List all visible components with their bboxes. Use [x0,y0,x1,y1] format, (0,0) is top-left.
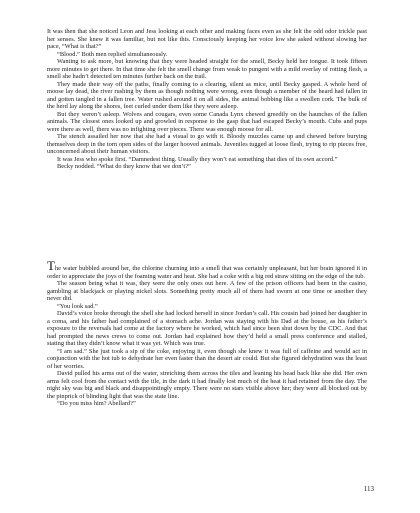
paragraph: The stench assailed her now that she had a visual to go with it. Bloody muzzles came up and chewed before burying themselves deep in the torn open sides of the larger hooved animals. Juveniles tugged at loose flesh, trying to rip pieces free, unconcerned about their human visitors. [47,133,367,155]
paragraph: “You look sad.” [57,302,98,310]
paragraph: Becky nodded. “What do they know that we don’t?” [57,163,191,170]
paragraph: They made their way off the paths, finally coming to a clearing, silent as mice, until Becky gasped. A whole herd of moose lay dead, the river rushing by them as though nothing were wrong, even though a member of the heard had fallen in and gotten tangled in a fallen tree. Water rushed around it on all sides, the animal bobbing like a swollen cork. The bulk of the herd lay along the shores, feet curled under them like they were asleep. [47,80,367,110]
drop-cap: T [47,258,55,273]
paragraph: “Do you miss him? Abellard?” [57,400,136,407]
opening-paragraph-text: he water bubbled around her, the chlorine churning into a smell that was certainly unpleasant, but her brain ignored it in order to appreciate the joys of the foaming water and heat. She had a coke with a big red straw sitting on the edge of the tub. [47,265,367,280]
paragraph: But they weren’t asleep. Wolves and cougars, even some Canada Lynx chewed greedily on the haunches of the fallen animals. The closest ones looked up and growled in response to the gasp that had escaped Becky’s mouth. Cubs and pups were there as well, there was no infighting over pieces. There was enough moose for all. [47,110,367,133]
paragraph: Wanting to ask more, but knowing that they were headed straight for the smell, Becky held her tongue. It took fifteen more minutes to get there. In that time she felt the smell change from weak to pungent with a mild overlay of rotting flesh, a smell she hadn’t detected ten minutes further back on the trail. [47,58,367,80]
paragraph: David’s voice broke through the shell she had locked herself in since Jordan’s call. His cousin had joined her daughter in a coma, and his father had complained of a stomach ache. Jordan was staying with his Dad at the house, as his father’s exposure to the reversals had come at the factory where he worked, which had since been shut down by the CDC. And that had prompted the news crews to come out. Jordan had explained how they’d held a small press conference and stalled, stating that they didn’t know what it was yet. Which was true. [47,310,367,347]
paragraph: David pulled his arms out of the water, stretching them across the tiles and leaning his head back like she did. Her own arms felt cool from the contact with the tile, in the dark it had finally lost much of the heat it had retained from the day. The night sky was big and black and disappointingly empty. There were no stars visible above her; they were all blocked out by the pinprick of blinding light that was the state line. [47,370,367,400]
page-number: 113 [363,485,374,493]
paragraph: “Blood.” Both men replied simultaneously. [57,50,168,58]
section-moose-scene [47,28,367,171]
paragraph: The season being what it was, they were the only ones out here. A few of the prison officers had been in the casino, gambling at blackjack or playing nickel slots. Something pretty much all of them had sworn at one time or another they never did. [47,280,367,302]
paragraph: It was then that she noticed Leon and Jess looking at each other and making faces even as she felt the odd odor trickle past her senses. She knew it was familiar, but not like this. Consciously keeping her voice low she asked without slowing her pace, “What is that?” [47,28,367,50]
opening-paragraph [47,258,367,280]
paragraph: “I am sad.” She just took a sip of the coke, enjoying it, even though she knew it was full of caffeine and would act in conjunction with the hot tub to dehydrate her even faster than the desert air could. But she figured dehydration was the least of her worries. [47,347,367,370]
paragraph: It was Jess who spoke first. “Damnedest thing. Usually they won’t eat something that dies of its own accord.” [57,155,338,163]
section-hot-tub-scene [47,258,367,408]
